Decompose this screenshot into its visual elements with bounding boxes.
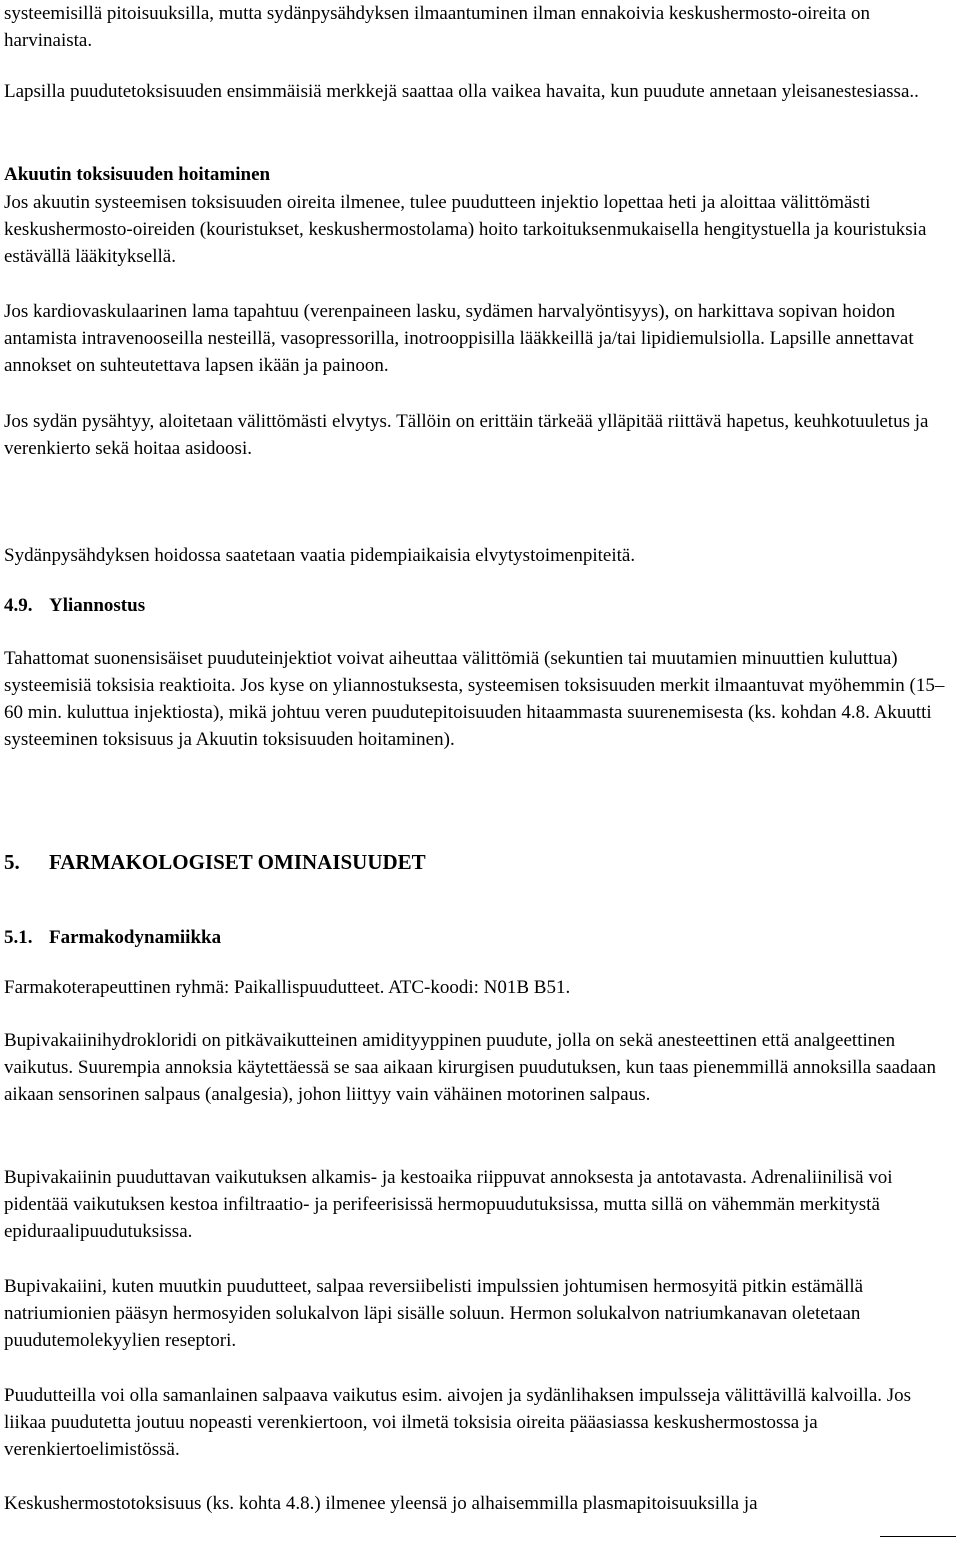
heading-5 [4,849,952,876]
paragraph-cardiac-arrest: Jos sydän pysähtyy, aloitetaan välittömästi elvytys. Tällöin on erittäin tärkeää ylläpitää riittävä hapetus, keuhkotuuletus ja verenkierto sekä hoitaa asidoosi. [4,411,929,459]
paragraph-acute-toxicity: Jos akuutin systeemisen toksisuuden oireita ilmenee, tulee puudutteen injektio lopettaa heti ja aloittaa välittömästi keskushermosto-oireiden (kouristukset, keskushermostolama) hoito tarkoituksenmukaisella hengitystuella ja kouristuksia estävällä lääkityksellä. [4,192,927,267]
paragraph-overdose: Tahattomat suonensisäiset puuduteinjektiot voivat aiheuttaa välittömiä (sekuntien tai muutamien minuuttien kuluttua) systeemisiä toksisia reaktioita. Jos kyse on yliannostuksesta, systeemisen toksisuuden merkit ilmaantuvat myöhemmin (15–60 min. kuluttua injektiosta), mikä johtuu veren puudutepitoisuuden hitaammasta suurenemisesta (ks. kohdan 4.8. Akuutti systeeminen toksisuus ja Akuutin toksisuuden hoitaminen). [4,648,945,750]
paragraph-resuscitation: Sydänpysähdyksen hoidossa saatetaan vaatia pidempiaikaisia elvytystoimenpiteitä. [4,545,636,566]
heading-5-1 [4,924,952,951]
heading-4-9-title: Yliannostus [49,595,146,616]
heading-acute-toxicity: Akuutin toksisuuden hoitaminen [4,164,271,185]
paragraph-children: Lapsilla puudutetoksisuuden ensimmäisiä merkkejä saattaa olla vaikea havaita, kun puudute annetaan yleisanestesiassa.. [4,81,919,102]
paragraph-bupivacaine-1: Bupivakaiinihydrokloridi on pitkävaikutteinen amidityyppinen puudute, jolla on sekä anesteettinen että analgeettinen vaikutus. Suurempia annoksia käytettäessä se saa aikaan kirurgisen puudutuksen, kun taas pienemmillä annoksilla saadaan aikaan sensorinen salpaus (analgesia), johon liittyy vain vähäinen motorinen salpaus. [4,1030,936,1105]
paragraph-cns-toxicity: Keskushermostotoksisuus (ks. kohta 4.8.) ilmenee yleensä jo alhaisemmilla plasmapitoisuuksilla ja [4,1493,758,1514]
paragraph-cardiovascular: Jos kardiovaskulaarinen lama tapahtuu (verenpaineen lasku, sydämen harvalyöntisyys), on harkittava sopivan hoidon antamista intravenooseilla nesteillä, vasopressorilla, inotrooppisilla lääkkeillä ja/tai lipidiemulsiolla. Lapsille annettavat annokset on suhteutettava lapsen ikään ja painoon. [4,301,914,376]
paragraph-intro: systeemisillä pitoisuuksilla, mutta sydänpysähdyksen ilmaantuminen ilman ennakoivia keskushermosto-oireita on harvinaista. [4,3,870,51]
document-page [4,0,952,1542]
paragraph-bupivacaine-3: Bupivakaiini, kuten muutkin puudutteet, salpaa reversiibelisti impulssien johtumisen hermosyitä pitkin estämällä natriumionien pääsyn hermosyiden solukalvon läpi sisälle soluun. Hermon solukalvon natriumkanavan oletetaan puudutemolekyylien reseptori. [4,1276,864,1351]
heading-5-number: 5. [4,850,20,874]
heading-5-title: FARMAKOLOGISET OMINAISUUDET [49,850,426,874]
heading-4-9-number: 4.9. [4,595,33,616]
paragraph-blocking: Puudutteilla voi olla samanlainen salpaava vaikutus esim. aivojen ja sydänlihaksen impulsseja välittävillä kalvoilla. Jos liikaa puudutetta joutuu nopeasti verenkiertoon, voi ilmetä toksisia oireita pääasiassa keskushermostossa ja verenkiertoelimistössä. [4,1385,912,1460]
paragraph-atc: Farmakoterapeuttinen ryhmä: Paikallispuudutteet. ATC-koodi: N01B B51. [4,977,571,998]
heading-5-1-number: 5.1. [4,927,33,948]
paragraph-bupivacaine-2: Bupivakaiinin puuduttavan vaikutuksen alkamis- ja kestoaika riippuvat annoksesta ja antotavasta. Adrenaliinilisä voi pidentää vaikutuksen kestoa infiltraatio- ja perifeerisissä hermopuudutuksissa, mutta sillä on vähemmän merkitystä epiduraalipuudutuksissa. [4,1167,893,1242]
heading-5-1-title: Farmakodynamiikka [49,927,222,948]
heading-4-9 [4,592,952,619]
page-break-rule [880,1536,956,1537]
